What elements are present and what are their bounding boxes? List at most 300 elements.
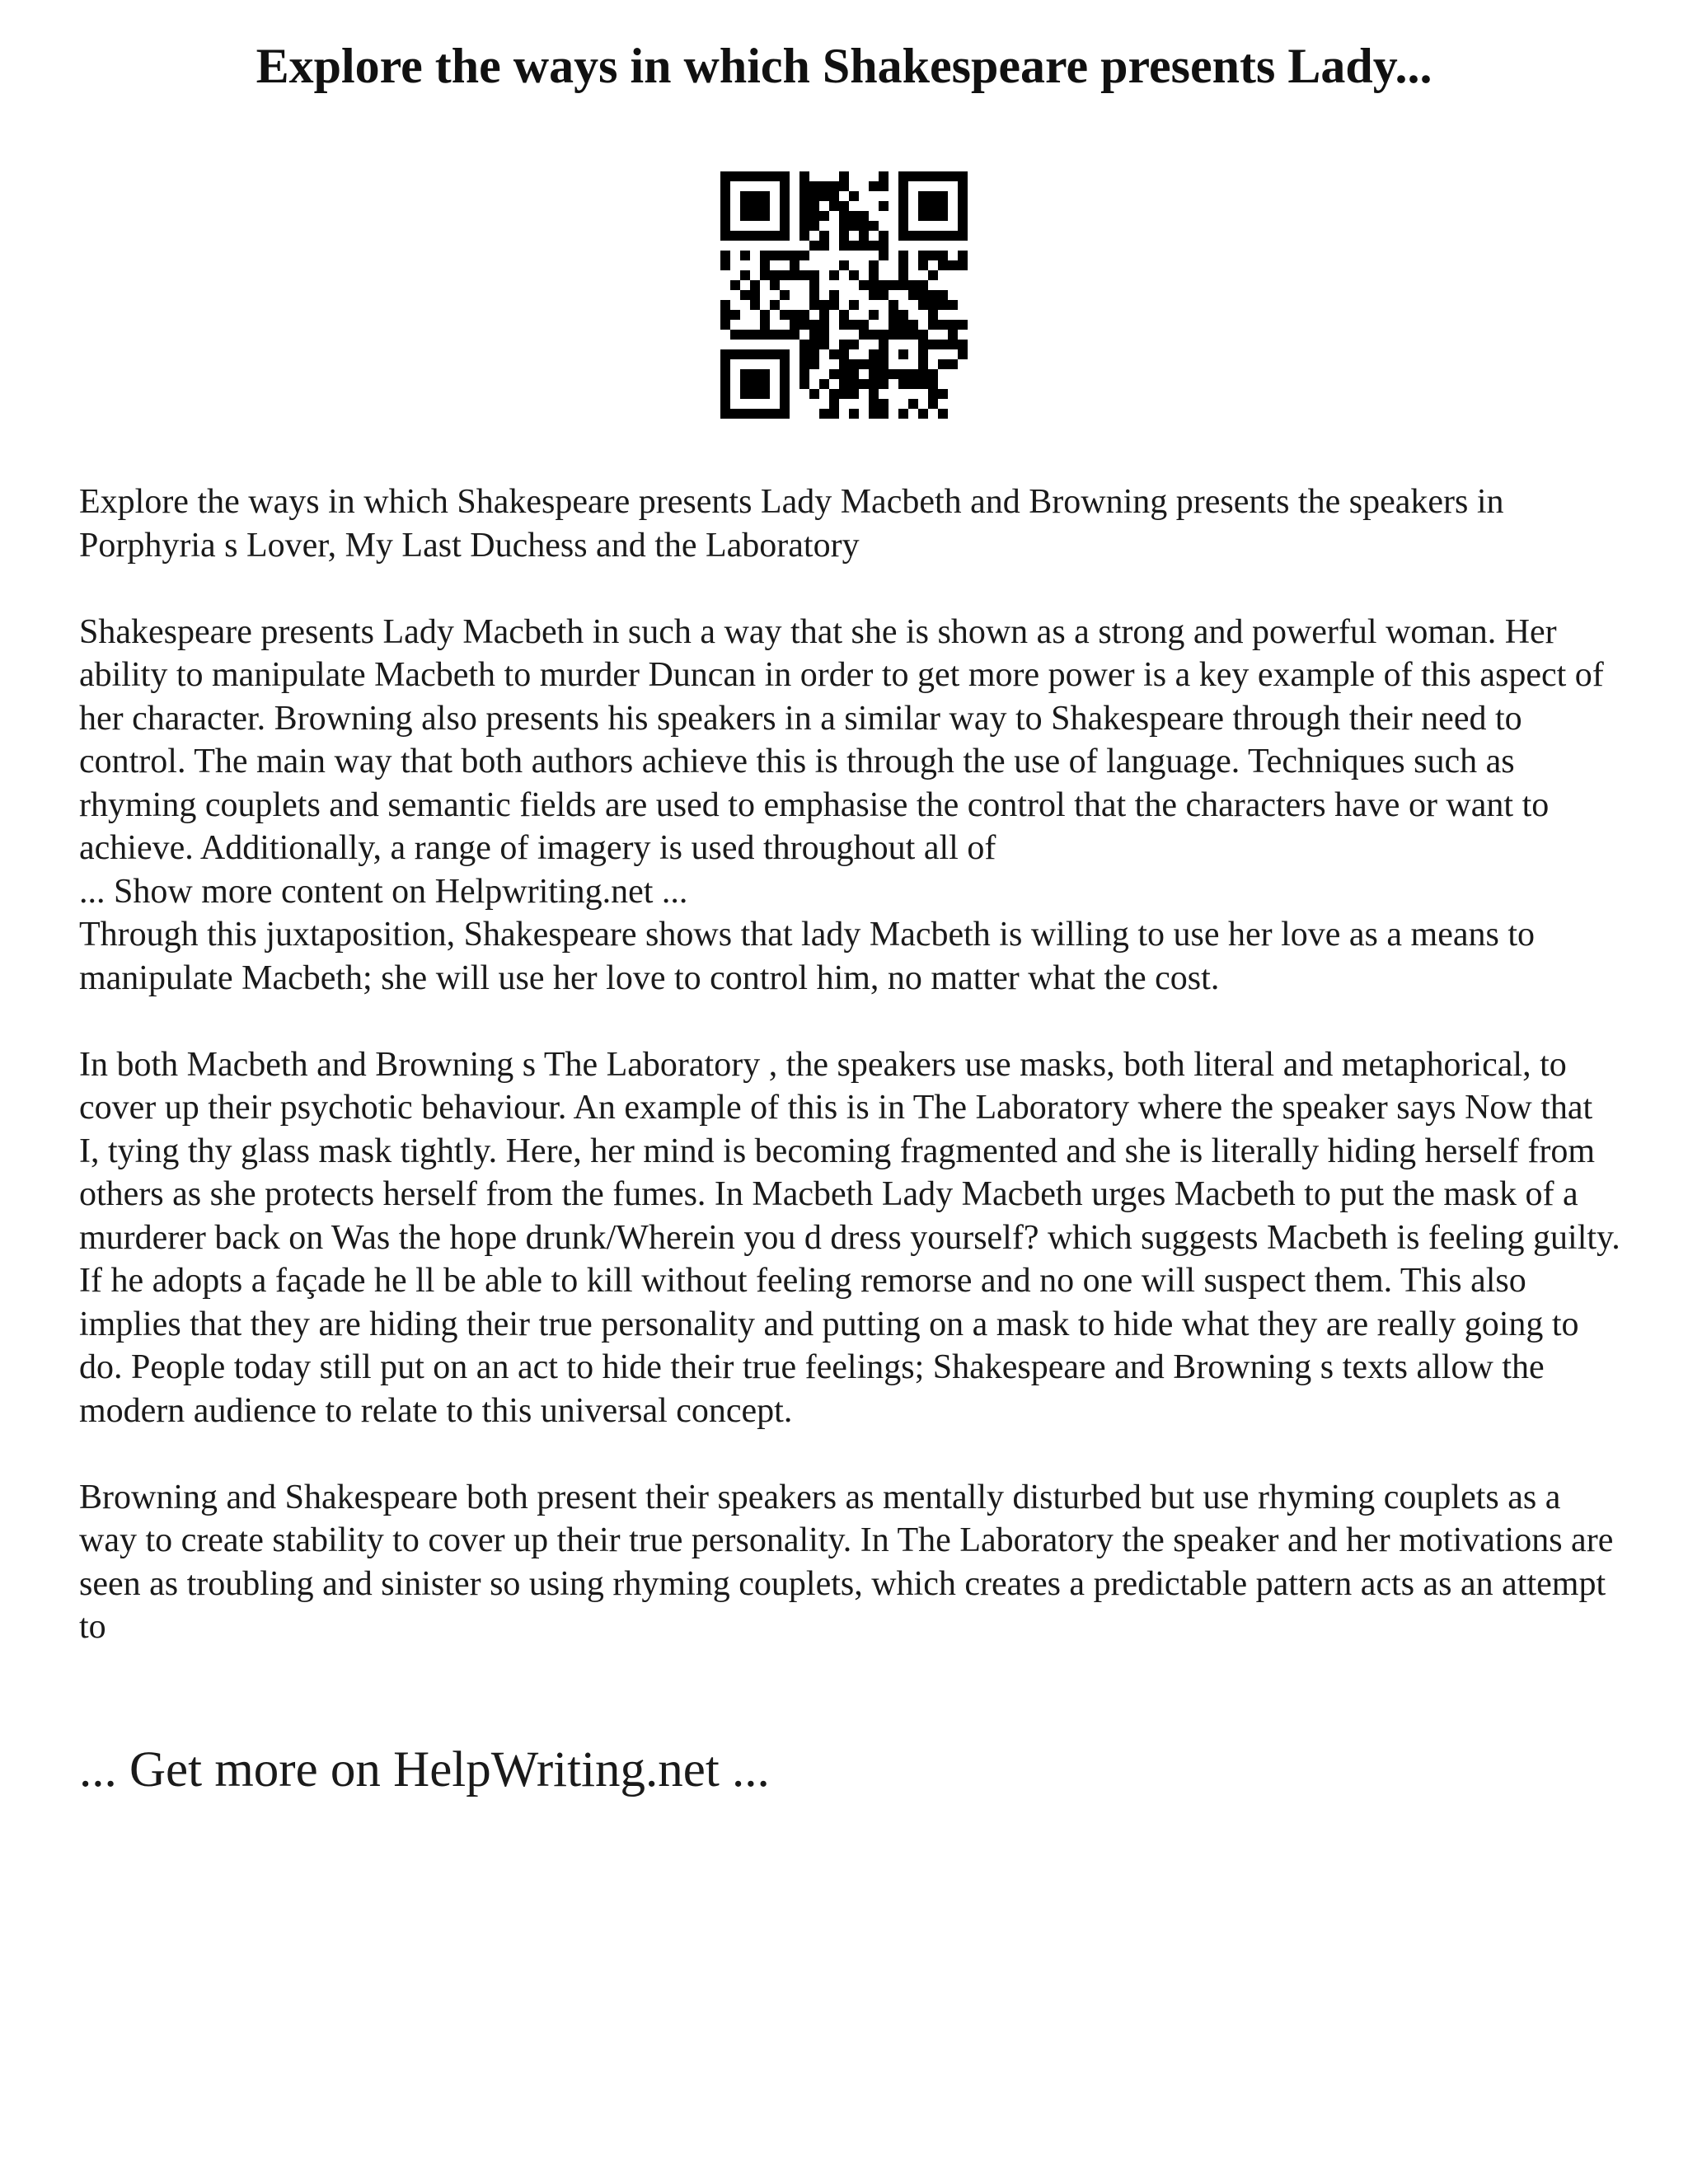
- qr-module: [898, 270, 908, 280]
- qr-module: [819, 320, 829, 330]
- qr-module: [839, 171, 849, 181]
- qr-module: [918, 260, 928, 270]
- qr-module: [770, 270, 780, 280]
- qr-module: [898, 379, 908, 389]
- qr-module: [938, 340, 948, 349]
- qr-module: [879, 369, 889, 379]
- qr-module: [760, 260, 770, 270]
- qr-module: [790, 320, 799, 330]
- qr-module: [750, 211, 760, 221]
- qr-module: [869, 310, 879, 320]
- qr-module: [849, 320, 859, 330]
- qr-module: [770, 251, 780, 260]
- qr-module: [839, 241, 849, 251]
- qr-module: [750, 389, 760, 399]
- qr-module: [879, 181, 889, 191]
- qr-module: [918, 280, 928, 290]
- qr-module: [849, 340, 859, 349]
- qr-module: [720, 211, 730, 221]
- qr-module: [760, 191, 770, 201]
- qr-module: [780, 270, 790, 280]
- qr-module: [809, 349, 819, 359]
- qr-module: [879, 399, 889, 409]
- qr-module: [839, 260, 849, 270]
- qr-module: [938, 201, 948, 211]
- qr-module: [750, 300, 760, 310]
- qr-module: [839, 201, 849, 211]
- qr-module: [720, 181, 730, 191]
- qr-module: [879, 409, 889, 419]
- qr-module: [780, 290, 790, 300]
- qr-module: [760, 231, 770, 241]
- qr-module: [859, 211, 869, 221]
- qr-module: [740, 379, 750, 389]
- qr-module: [839, 389, 849, 399]
- qr-module: [898, 231, 908, 241]
- qr-module: [799, 211, 809, 221]
- qr-module: [908, 290, 918, 300]
- body-paragraph-3: In both Macbeth and Browning s The Laboratory , the speakers use masks, both literal and metaphorical, to cover up their psychotic behaviour. An example of this is in The Laboratory where the speaker says Now that I, tying thy glass mask tightly. Here, her mind is becoming fragmented and she is literally hiding herself from others as she protects herself from the fumes. In Macbeth Lady Macbeth urges Macbeth to put the mask of a murderer back on Was the hope drunk/Wherein you d dress yourself? which suggests Macbeth is feeling guilty. If he adopts a façade he ll be able to kill without feeling remorse and no one will suspect them. This also implies that they are hiding their true personality and putting on a mask to hide what they are really going to do. People today still put on an act to hide their true feelings; Shakespeare and Browning s texts allow the modern audience to relate to this universal concept.: [79, 1045, 1620, 1430]
- qr-module: [760, 409, 770, 419]
- qr-module: [740, 231, 750, 241]
- qr-module: [780, 181, 790, 191]
- qr-module: [849, 409, 859, 419]
- qr-module: [720, 171, 730, 181]
- qr-module: [879, 379, 889, 389]
- qr-module: [898, 280, 908, 290]
- qr-module: [760, 369, 770, 379]
- qr-module: [809, 280, 819, 290]
- qr-module: [948, 231, 958, 241]
- qr-module: [889, 330, 898, 340]
- qr-module: [740, 389, 750, 399]
- qr-module: [928, 340, 938, 349]
- qr-module: [948, 320, 958, 330]
- qr-module: [869, 181, 879, 191]
- qr-module: [958, 221, 968, 231]
- qr-module: [918, 369, 928, 379]
- qr-module: [958, 171, 968, 181]
- qr-module: [928, 320, 938, 330]
- qr-module: [938, 389, 948, 399]
- qr-module: [740, 290, 750, 300]
- qr-module: [859, 330, 869, 340]
- qr-module: [799, 379, 809, 389]
- qr-module: [760, 349, 770, 359]
- qr-module: [799, 251, 809, 260]
- qr-module: [829, 369, 839, 379]
- qr-module: [809, 359, 819, 369]
- qr-module: [898, 171, 908, 181]
- qr-module: [799, 359, 809, 369]
- qr-module: [928, 399, 938, 409]
- qr-module: [938, 300, 948, 310]
- qr-module: [928, 231, 938, 241]
- qr-module: [948, 359, 958, 369]
- qr-module: [829, 409, 839, 419]
- page-title: Explore the ways in which Shakespeare presents Lady...: [256, 39, 1432, 93]
- qr-module: [829, 201, 839, 211]
- qr-module: [760, 211, 770, 221]
- qr-module: [780, 211, 790, 221]
- qr-module: [859, 231, 869, 241]
- qr-module: [918, 251, 928, 260]
- qr-module: [750, 290, 760, 300]
- qr-module: [809, 389, 819, 399]
- qr-code-icon: [720, 171, 968, 419]
- qr-module: [819, 191, 829, 201]
- paragraph-spacer: [79, 1000, 1620, 1043]
- qr-module: [869, 221, 879, 231]
- qr-module: [958, 251, 968, 260]
- qr-module: [720, 389, 730, 399]
- qr-module: [829, 191, 839, 201]
- qr-module: [928, 290, 938, 300]
- qr-module: [780, 399, 790, 409]
- qr-module: [839, 211, 849, 221]
- qr-module: [898, 349, 908, 359]
- qr-module: [928, 191, 938, 201]
- qr-module: [889, 320, 898, 330]
- qr-module: [948, 300, 958, 310]
- paragraph-spacer: [79, 567, 1620, 611]
- qr-module: [958, 201, 968, 211]
- qr-module: [918, 201, 928, 211]
- qr-module: [720, 320, 730, 330]
- qr-module: [760, 171, 770, 181]
- qr-module: [859, 280, 869, 290]
- qr-module: [829, 270, 839, 280]
- qr-module: [809, 340, 819, 349]
- qr-module: [730, 171, 740, 181]
- qr-module: [908, 399, 918, 409]
- qr-module: [780, 349, 790, 359]
- qr-module: [720, 399, 730, 409]
- qr-module: [879, 241, 889, 251]
- qr-module: [740, 191, 750, 201]
- qr-module: [928, 270, 938, 280]
- qr-module: [780, 251, 790, 260]
- qr-module: [819, 300, 829, 310]
- qr-module: [790, 310, 799, 320]
- qr-module: [720, 379, 730, 389]
- qr-module: [849, 211, 859, 221]
- qr-module: [780, 221, 790, 231]
- qr-module: [839, 369, 849, 379]
- qr-module: [898, 181, 908, 191]
- qr-module: [869, 349, 879, 359]
- qr-module: [859, 379, 869, 389]
- qr-module: [958, 181, 968, 191]
- qr-module: [819, 181, 829, 191]
- qr-module: [918, 349, 928, 359]
- qr-module: [720, 201, 730, 211]
- body-paragraph-4: Browning and Shakespeare both present their speakers as mentally disturbed but use rhyming couplets as a way to create stability to cover up their true personality. In The Laboratory the speaker and her motivations are seen as troubling and sinister so using rhyming couplets, which creates a predictable pattern acts as an attempt to: [79, 1478, 1614, 1646]
- qr-module: [908, 320, 918, 330]
- qr-module: [720, 231, 730, 241]
- qr-module: [918, 379, 928, 389]
- qr-module: [750, 201, 760, 211]
- qr-module: [809, 221, 819, 231]
- qr-module: [829, 181, 839, 191]
- qr-module: [839, 221, 849, 231]
- qr-module: [869, 270, 879, 280]
- qr-module: [918, 409, 928, 419]
- qr-module: [918, 191, 928, 201]
- qr-module: [780, 389, 790, 399]
- qr-module: [869, 260, 879, 270]
- qr-module: [770, 300, 780, 310]
- body-paragraph-2: Through this juxtaposition, Shakespeare shows that lady Macbeth is willing to use her love as a means to manipulate Macbeth; she will use her love to control him, no matter what the cost.: [79, 916, 1536, 997]
- qr-module: [948, 340, 958, 349]
- qr-module: [908, 171, 918, 181]
- qr-module: [730, 231, 740, 241]
- get-more-link[interactable]: ... Get more on HelpWriting.net ...: [79, 1742, 770, 1797]
- qr-module: [780, 379, 790, 389]
- qr-module: [859, 241, 869, 251]
- qr-module: [839, 231, 849, 241]
- qr-module: [948, 171, 958, 181]
- qr-module: [799, 270, 809, 280]
- qr-module: [730, 310, 740, 320]
- qr-module: [958, 340, 968, 349]
- qr-module: [839, 379, 849, 389]
- qr-module: [879, 251, 889, 260]
- qr-module: [750, 171, 760, 181]
- qr-module: [879, 201, 889, 211]
- qr-module: [938, 359, 948, 369]
- qr-module: [849, 389, 859, 399]
- qr-module: [928, 300, 938, 310]
- qr-module: [898, 369, 908, 379]
- qr-module: [760, 201, 770, 211]
- qr-module: [780, 191, 790, 201]
- qr-module: [938, 211, 948, 221]
- show-more-link[interactable]: ... Show more content on Helpwriting.net ...: [79, 872, 688, 911]
- qr-module: [948, 260, 958, 270]
- qr-module: [760, 310, 770, 320]
- qr-module: [809, 270, 819, 280]
- qr-module: [918, 211, 928, 221]
- qr-module: [799, 310, 809, 320]
- qr-module: [829, 349, 839, 359]
- qr-module: [898, 260, 908, 270]
- qr-module: [849, 241, 859, 251]
- qr-module: [760, 389, 770, 399]
- qr-module: [869, 379, 879, 389]
- qr-module: [780, 310, 790, 320]
- intro-paragraph: Explore the ways in which Shakespeare presents Lady Macbeth and Browning presents the speakers in Porphyria s Lover, My Last Duchess and the Laboratory: [79, 483, 1504, 565]
- qr-module: [958, 211, 968, 221]
- qr-module: [780, 330, 790, 340]
- qr-module: [928, 379, 938, 389]
- qr-module: [780, 171, 790, 181]
- qr-module: [799, 171, 809, 181]
- qr-module: [849, 300, 859, 310]
- qr-module: [809, 330, 819, 340]
- qr-module: [720, 300, 730, 310]
- body-paragraph-1: Shakespeare presents Lady Macbeth in such a way that she is shown as a strong and powerful woman. Her ability to manipulate Macbeth to murder Duncan in order to get more power is a key example of this aspect of her character. Browning also presents his speakers in a similar way to Shakespeare through their need to control. The main way that both authors achieve this is through the use of language. Techniques such as rhyming couplets and semantic fields are used to emphasise the control that the characters have or want to achieve. Additionally, a range of imagery is used throughout all of: [79, 612, 1604, 867]
- qr-module: [839, 310, 849, 320]
- qr-module: [849, 369, 859, 379]
- qr-module: [809, 191, 819, 201]
- qr-module: [908, 330, 918, 340]
- qr-module: [829, 399, 839, 409]
- qr-module: [889, 280, 898, 290]
- qr-module: [760, 320, 770, 330]
- qr-module: [740, 201, 750, 211]
- qr-module: [869, 399, 879, 409]
- qr-module: [898, 310, 908, 320]
- qr-module: [958, 260, 968, 270]
- qr-module: [938, 260, 948, 270]
- qr-module: [898, 330, 908, 340]
- qr-module: [928, 171, 938, 181]
- qr-module: [750, 280, 760, 290]
- qr-module: [720, 310, 730, 320]
- document-body: [79, 480, 1620, 1649]
- qr-module: [889, 369, 898, 379]
- qr-module: [879, 349, 889, 359]
- qr-module: [780, 359, 790, 369]
- qr-module: [780, 369, 790, 379]
- qr-module: [799, 349, 809, 359]
- qr-module: [740, 409, 750, 419]
- qr-module: [908, 379, 918, 389]
- qr-module: [799, 231, 809, 241]
- qr-module: [750, 231, 760, 241]
- qr-module: [879, 171, 889, 181]
- qr-module: [938, 191, 948, 201]
- qr-module: [740, 369, 750, 379]
- qr-module: [859, 320, 869, 330]
- qr-module: [898, 221, 908, 231]
- qr-module: [799, 201, 809, 211]
- qr-module: [938, 171, 948, 181]
- qr-module: [829, 290, 839, 300]
- qr-module: [869, 330, 879, 340]
- qr-module: [869, 369, 879, 379]
- qr-module: [780, 231, 790, 241]
- qr-module: [958, 349, 968, 359]
- qr-module: [928, 201, 938, 211]
- qr-module: [730, 330, 740, 340]
- qr-module: [839, 340, 849, 349]
- qr-module: [740, 330, 750, 340]
- qr-module: [898, 251, 908, 260]
- qr-module: [770, 171, 780, 181]
- qr-module: [918, 330, 928, 340]
- qr-module: [770, 349, 780, 359]
- qr-module: [859, 221, 869, 231]
- qr-module: [720, 349, 730, 359]
- qr-module: [740, 349, 750, 359]
- qr-module: [879, 359, 889, 369]
- qr-module: [948, 330, 958, 340]
- qr-module: [730, 280, 740, 290]
- qr-module: [918, 300, 928, 310]
- qr-module: [819, 310, 829, 320]
- qr-module: [849, 270, 859, 280]
- qr-module: [790, 251, 799, 260]
- qr-module: [918, 290, 928, 300]
- qr-module: [730, 409, 740, 419]
- qr-module: [958, 191, 968, 201]
- qr-module: [730, 349, 740, 359]
- qr-module: [839, 359, 849, 369]
- qr-module: [740, 251, 750, 260]
- qr-module: [819, 211, 829, 221]
- qr-module: [819, 231, 829, 241]
- qr-module: [879, 280, 889, 290]
- qr-module: [790, 270, 799, 280]
- qr-module: [799, 340, 809, 349]
- qr-module: [938, 231, 948, 241]
- qr-module: [859, 359, 869, 369]
- qr-module: [869, 409, 879, 419]
- qr-module: [898, 191, 908, 201]
- qr-module: [869, 389, 879, 399]
- qr-module: [889, 310, 898, 320]
- qr-module: [750, 409, 760, 419]
- qr-module: [928, 389, 938, 399]
- qr-module: [720, 359, 730, 369]
- qr-module: [849, 191, 859, 201]
- qr-module: [839, 181, 849, 191]
- qr-module: [799, 181, 809, 191]
- qr-module: [740, 171, 750, 181]
- qr-module: [849, 359, 859, 369]
- qr-module: [809, 300, 819, 310]
- qr-module: [839, 320, 849, 330]
- qr-module: [908, 231, 918, 241]
- qr-module: [958, 320, 968, 330]
- qr-module: [918, 171, 928, 181]
- qr-module: [869, 241, 879, 251]
- qr-module: [819, 340, 829, 349]
- qr-module: [799, 191, 809, 201]
- qr-module: [839, 349, 849, 359]
- qr-module: [958, 231, 968, 241]
- qr-module: [720, 409, 730, 419]
- qr-module: [829, 300, 839, 310]
- qr-module: [819, 409, 829, 419]
- qr-module: [720, 191, 730, 201]
- qr-module: [928, 211, 938, 221]
- qr-module: [760, 251, 770, 260]
- qr-module: [790, 260, 799, 270]
- qr-module: [938, 320, 948, 330]
- qr-module: [760, 330, 770, 340]
- qr-module: [869, 280, 879, 290]
- qr-module: [908, 369, 918, 379]
- qr-module: [928, 369, 938, 379]
- qr-module: [849, 379, 859, 389]
- qr-module: [760, 270, 770, 280]
- qr-module: [770, 409, 780, 419]
- qr-module: [750, 191, 760, 201]
- qr-module: [720, 251, 730, 260]
- qr-module: [809, 241, 819, 251]
- qr-module: [819, 379, 829, 389]
- qr-module: [760, 379, 770, 389]
- qr-code-graphic: [720, 171, 968, 419]
- qr-module: [829, 389, 839, 399]
- qr-module: [799, 221, 809, 231]
- qr-module: [790, 330, 799, 340]
- qr-module: [889, 300, 898, 310]
- qr-module: [750, 330, 760, 340]
